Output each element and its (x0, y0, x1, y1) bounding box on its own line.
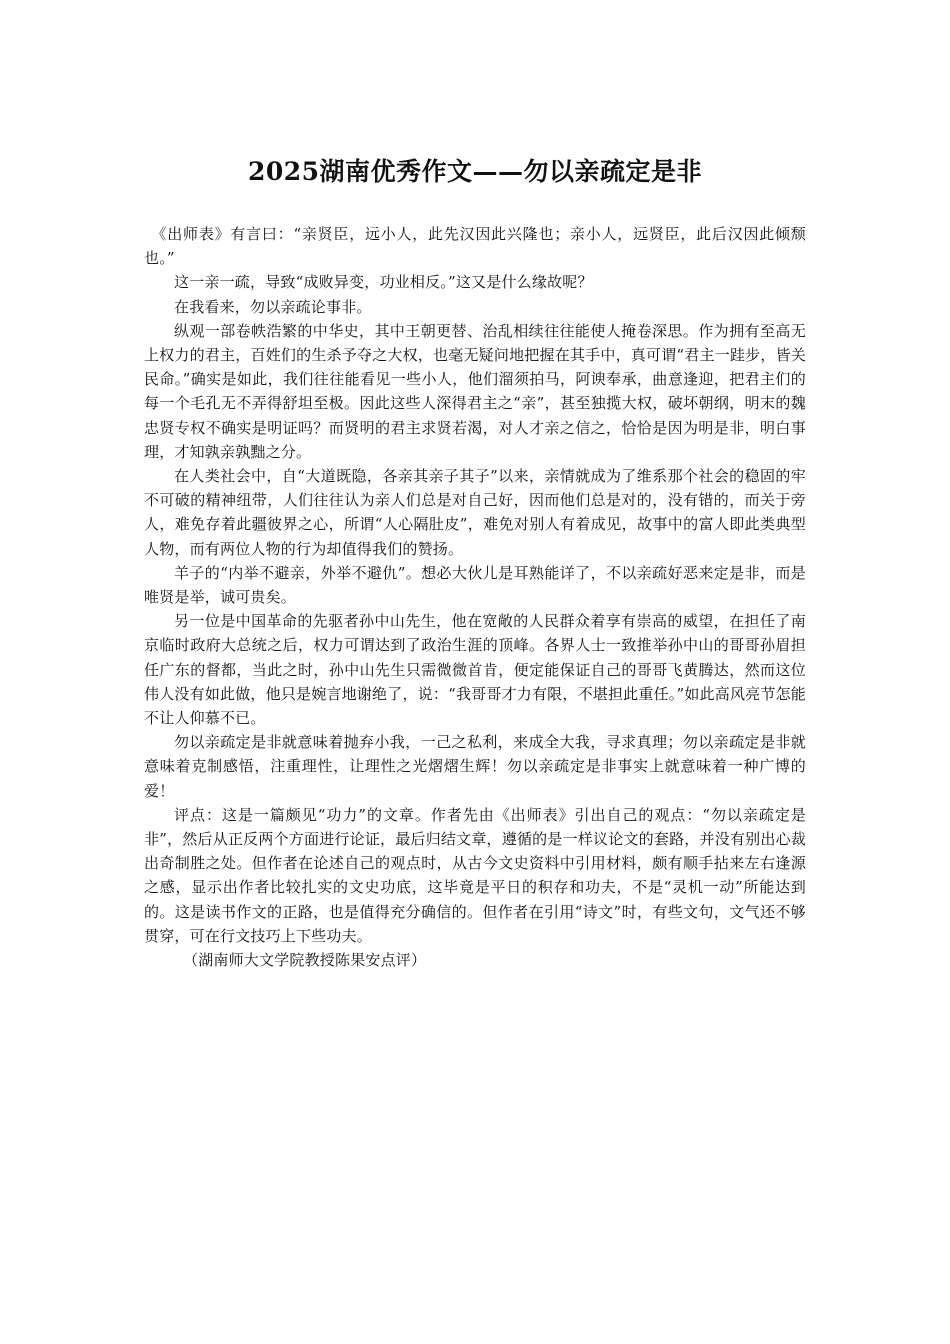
paragraph-question: 这一亲一疏，导致“成败异变，功业相反。”这又是什么缘故呢？ (174, 273, 593, 292)
paragraph-conclusion: 勿以亲疏定是非就意味着抛弃小我，一己之私利，来成全大我，寻求真理；勿以亲疏定是非就意味着克制感悟，注重理性，让理性之光熠熠生辉！勿以亲疏定是非事实上就意味着一种广博的爱！ (144, 733, 806, 800)
document-title: 2025湖南优秀作文——勿以亲疏定是非 (247, 157, 703, 186)
paragraph-thesis: 在我看来，勿以亲疏论事非。 (174, 297, 372, 316)
paragraph-example-one: 羊子的“内举不避亲，外举不避仇”。想必大伙儿是耳熟能详了，不以亲疏好恶来定是非，而是唯贤是举，诚可贵矣。 (144, 563, 806, 607)
paragraph-commentary: 评点：这是一篇颇见“功力”的文章。作者先由《出师表》引出自己的观点：“勿以亲疏定是非”，然后从正反两个方面进行论证，最后归结文章，遵循的是一样议论文的套路，并没有别出心裁出奇制胜之处。但作者在论述自己的观点时，从古今文史资料中引用材料，颇有顺手拈来左右逢源之感，显示出作者比较扎实的文史功底，这毕竟是平日的积存和功夫，不是“灵机一动”所能达到的。这是读书作文的正路，也是值得充分确信的。但作者在引用“诗文”时，有些文句，文气还不够贯穿，可在行文技巧上下些功夫。 (144, 805, 806, 945)
paragraph-intro-quote: 《出师表》有言曰：“亲贤臣，远小人，此先汉因此兴隆也；亲小人，远贤臣，此后汉因此倾颓也。” (144, 225, 806, 268)
document-body (144, 222, 806, 972)
paragraph-history: 纵观一部卷帙浩繁的中华史，其中王朝更替、治乱相续往往能使人掩卷深思。作为拥有至高无上权力的君主，百姓们的生杀予夺之大权，也毫无疑问地把握在其手中，真可谓“君主一跬步，皆关民命。”确实是如此，我们往往能看见一些小人，他们溜须拍马，阿谀奉承，曲意逢迎，把君主们的每一个毛孔无不弄得舒坦至极。因此这些人深得君主之“亲”，甚至独揽大权，破坏朝纲，明末的魏忠贤专权不确实是明证吗？而贤明的君主求贤若渴，对人才亲之信之，恰恰是因为明是非，明白事理，才知孰亲孰黜之分。 (144, 321, 806, 461)
commentary-attribution: （湖南师大文学院教授陈果安点评） (183, 951, 427, 970)
paragraph-example-two: 另一位是中国革命的先驱者孙中山先生，他在宽敞的人民群众着享有崇高的威望，在担任了南京临时政府大总统之后，权力可谓达到了政治生涯的顶峰。各界人士一致推举孙中山的哥哥孙眉担任广东的督都，当此之时，孙中山先生只需微微首肯，便定能保证自己的哥哥飞黄腾达，然而这位伟人没有如此做，他只是婉言地谢绝了，说：“我哥哥才力有限，不堪担此重任。”如此高风亮节怎能不让人仰慕不已。 (144, 612, 806, 728)
paragraph-society: 在人类社会中，自“大道既隐，各亲其亲子其子”以来，亲情就成为了维系那个社会的稳固的牢不可破的精神纽带，人们往往认为亲人们总是对自己好，因而他们总是对的，没有错的，而关于旁人，难免存着此疆彼界之心，所谓“人心隔肚皮”，难免对别人有着成见，故事中的富人即此类典型人物，而有两位人物的行为却值得我们的赞扬。 (144, 467, 806, 558)
